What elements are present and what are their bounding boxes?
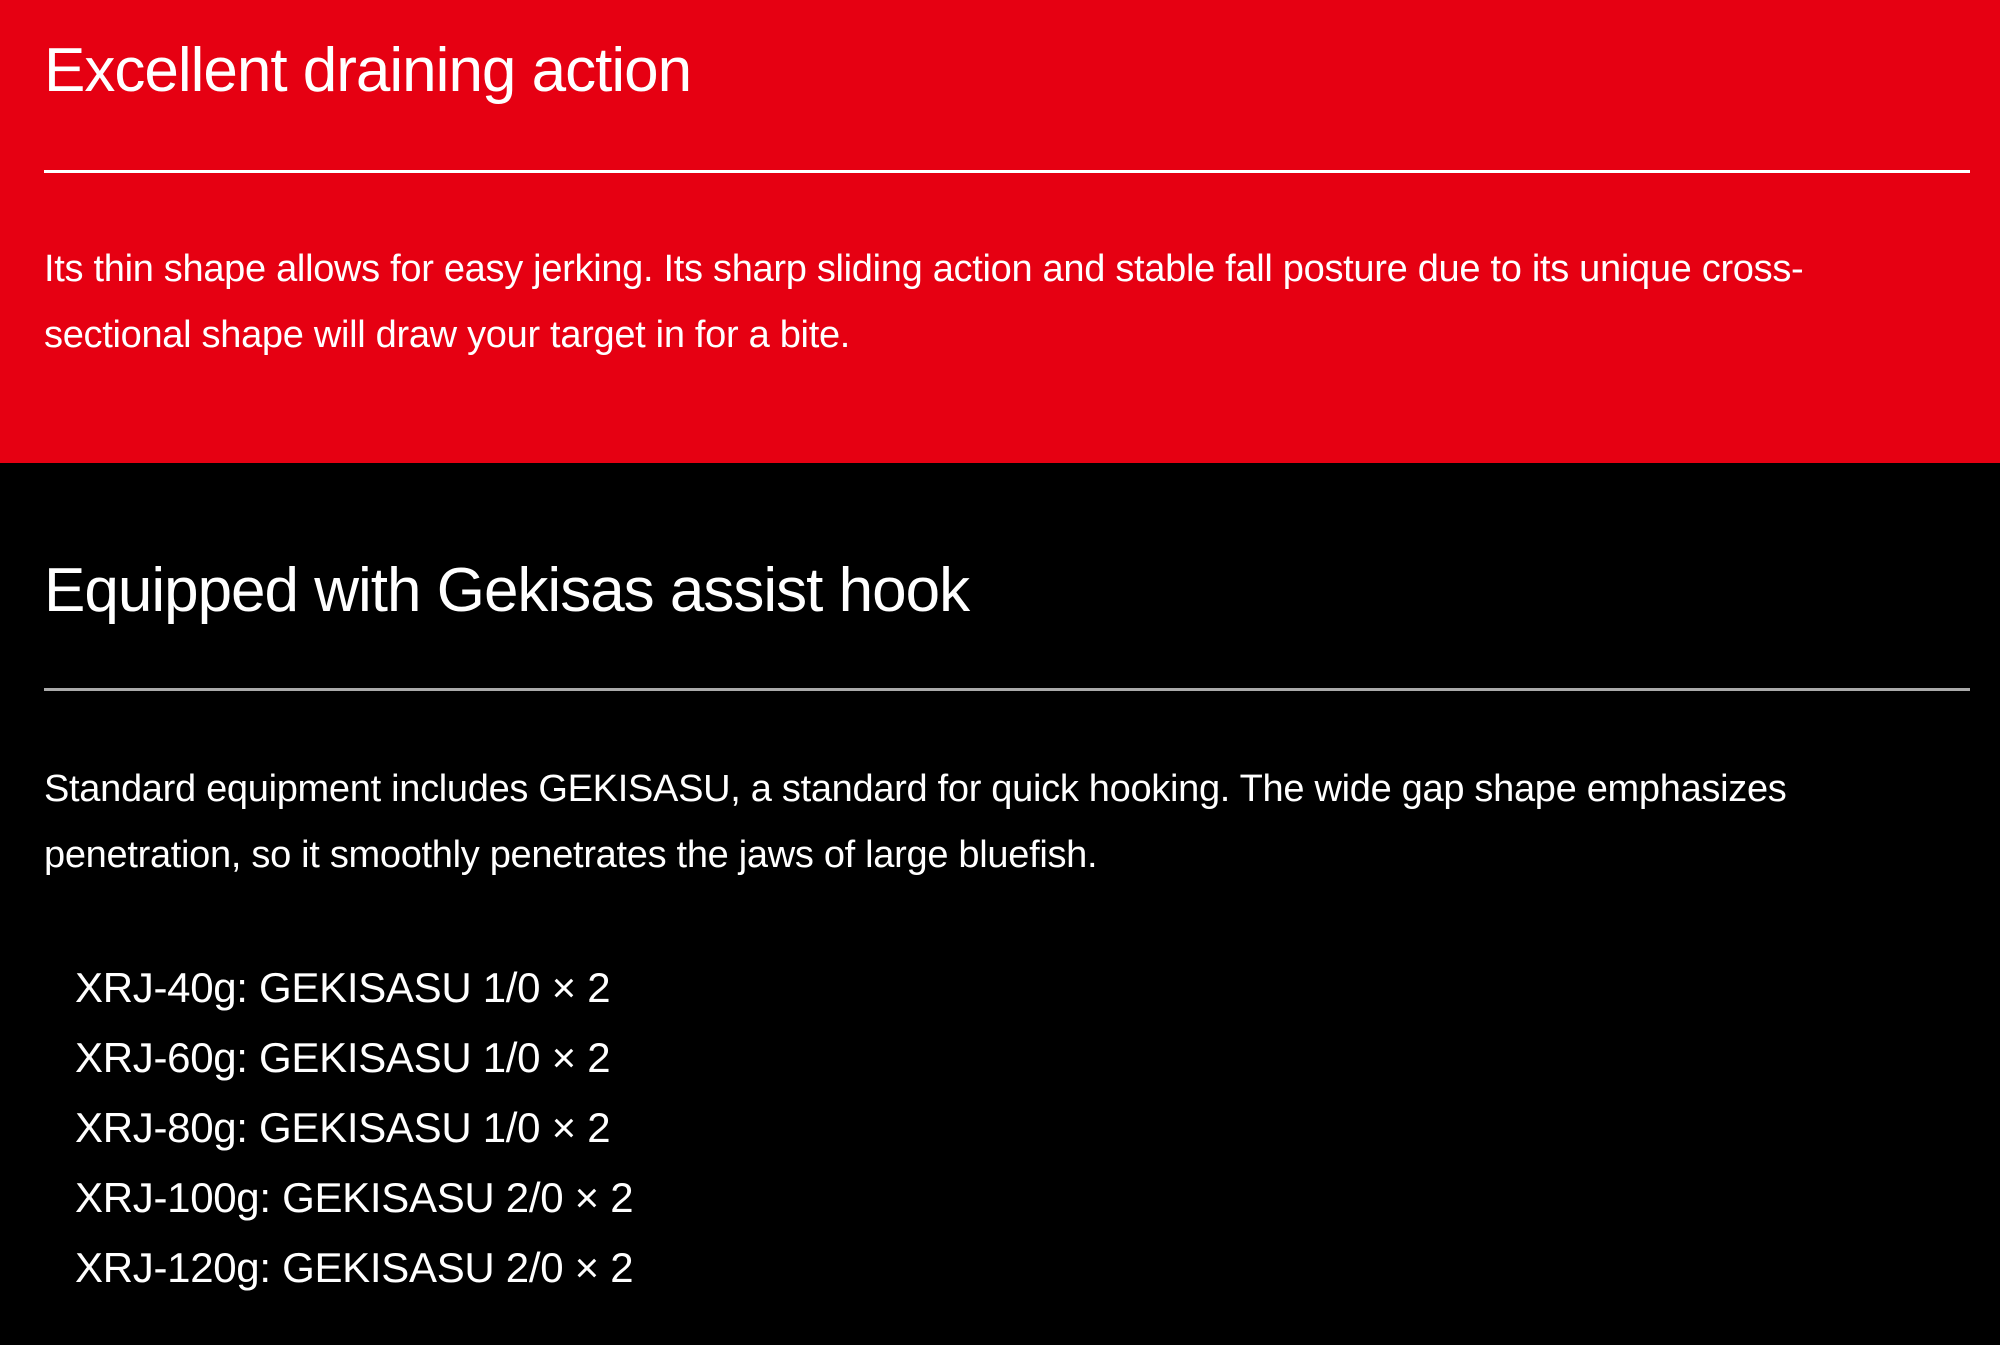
assist-hook-section-divider: [44, 688, 1970, 691]
draining-action-section: [0, 0, 2000, 463]
assist-hook-body-text: Standard equipment includes GEKISASU, a standard for quick hooking. The wide gap shape emphasizes penetration, so it smoothly penetrates the jaws of large bluefish.: [44, 768, 1787, 876]
hook-spec-list: [44, 953, 1970, 1303]
assist-hook-heading: Equipped with Gekisas assist hook: [44, 556, 970, 625]
hook-spec-item: XRJ-80g: GEKISASU 1/0 × 2: [75, 1104, 611, 1151]
hook-spec-item: XRJ-100g: GEKISASU 2/0 × 2: [75, 1174, 634, 1221]
hook-spec-item: XRJ-40g: GEKISASU 1/0 × 2: [75, 964, 611, 1011]
hook-spec-item: XRJ-120g: GEKISASU 2/0 × 2: [75, 1244, 634, 1291]
hook-spec-item: XRJ-60g: GEKISASU 1/0 × 2: [75, 1034, 611, 1081]
draining-section-divider: [44, 170, 1970, 173]
draining-action-body-text: Its thin shape allows for easy jerking. Its sharp sliding action and stable fall posture due to its unique cross-sectional shape will draw your target in for a bite.: [44, 248, 1804, 356]
draining-action-heading: Excellent draining action: [44, 36, 692, 105]
assist-hook-section: [0, 463, 2000, 1345]
